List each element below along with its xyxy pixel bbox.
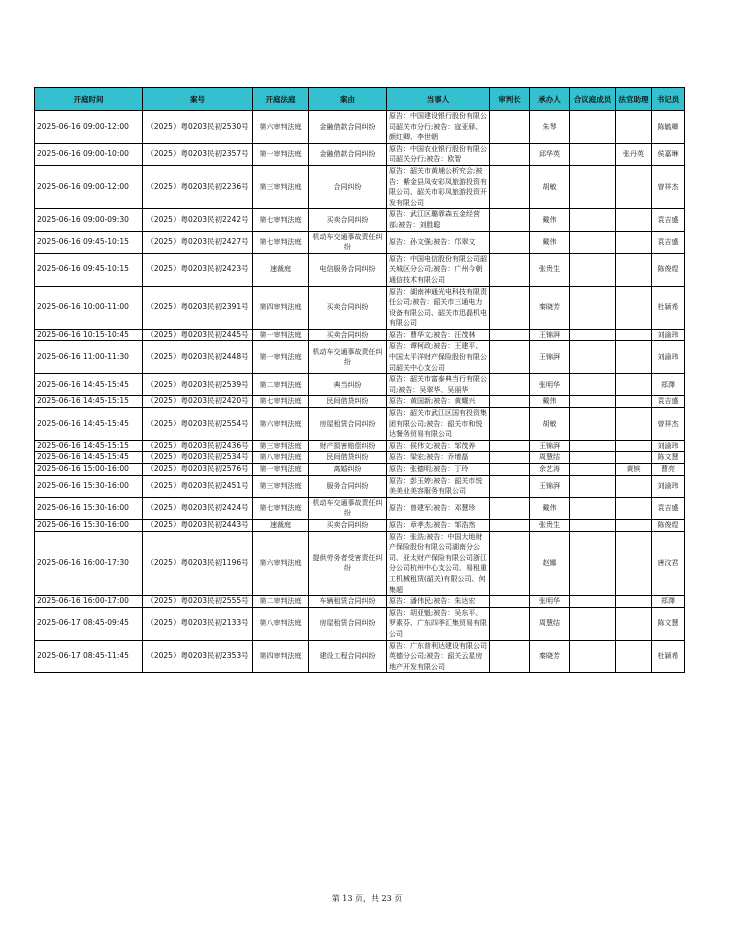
clerk-cell: 陈俊煜: [652, 519, 685, 531]
clerk-cell: 刘渝玮: [652, 329, 685, 341]
handler-cell: 王锦湃: [530, 440, 570, 452]
table-row: [35, 519, 685, 531]
case-number-cell: （2025）粤0203民初2443号: [143, 519, 253, 531]
parties-cell: 原告：梁宏;被告：乔增磊: [387, 452, 490, 464]
hearing-time-cell: 2025-06-16 14:45-15:15: [35, 440, 143, 452]
cause-cell: 民间借贷纠纷: [309, 452, 387, 464]
clerk-cell: 曹亮: [652, 464, 685, 476]
presiding-judge-cell: [490, 464, 530, 476]
presiding-judge-cell: [490, 519, 530, 531]
cause-cell: 合同纠纷: [309, 165, 387, 208]
parties-cell: 原告：孙文强;被告：邝翠文: [387, 231, 490, 253]
cause-cell: 提供劳务者受害责任纠纷: [309, 531, 387, 596]
clerk-cell: 陈俊煜: [652, 253, 685, 286]
table-row: [35, 209, 685, 231]
parties-cell: 原告：曾建军;被告：邓慧珍: [387, 497, 490, 519]
hearing-time-cell: 2025-06-16 09:00-10:00: [35, 143, 143, 165]
hearing-time-cell: 2025-06-16 16:00-17:00: [35, 596, 143, 608]
table-row: [35, 497, 685, 519]
handler-cell: 戴伟: [530, 231, 570, 253]
presiding-judge-cell: [490, 497, 530, 519]
panel-members-cell: [570, 408, 616, 441]
presiding-judge-cell: [490, 231, 530, 253]
case-number-cell: （2025）粤0203民初2554号: [143, 408, 253, 441]
cause-cell: 民间借贷纠纷: [309, 396, 387, 408]
parties-cell: 原告：谭柯政;被告：王建平、中国太平洋财产保险股份有限公司韶关中心支公司: [387, 341, 490, 374]
hearing-time-cell: 2025-06-16 11:00-11:30: [35, 341, 143, 374]
parties-cell: 原告：胡亚魁;被告：吴东平、罗素芬、广东四季汇集贸易有限公司: [387, 607, 490, 640]
clerk-cell: 曾祥杰: [652, 408, 685, 441]
header-courtroom: 开庭法庭: [253, 88, 309, 111]
parties-cell: 原告：湖南神通光电科技有限责任公司;被告：韶关市三通电力设备有限公司、韶关市迅磊机电有限公司: [387, 286, 490, 329]
panel-members-cell: [570, 475, 616, 497]
case-number-cell: （2025）粤0203民初2242号: [143, 209, 253, 231]
presiding-judge-cell: [490, 341, 530, 374]
presiding-judge-cell: [490, 475, 530, 497]
parties-cell: 原告：曹华文;被告：汪茂林: [387, 329, 490, 341]
courtroom-cell: 第三审判法庭: [253, 475, 309, 497]
courtroom-cell: 速裁庭: [253, 253, 309, 286]
table-row: [35, 452, 685, 464]
parties-cell: 原告：侯伟文;被告：邹茂养: [387, 440, 490, 452]
table-body: [35, 111, 685, 673]
cause-cell: 买卖合同纠纷: [309, 209, 387, 231]
courtroom-cell: 第一审判法庭: [253, 341, 309, 374]
clerk-cell: 袁吉盛: [652, 209, 685, 231]
header-parties: 当事人: [387, 88, 490, 111]
courtroom-cell: 第一审判法庭: [253, 143, 309, 165]
case-number-cell: （2025）粤0203民初2357号: [143, 143, 253, 165]
courtroom-cell: 第六审判法庭: [253, 111, 309, 144]
handler-cell: 张贵生: [530, 519, 570, 531]
handler-cell: 戴伟: [530, 497, 570, 519]
clerk-cell: 唐汶君: [652, 531, 685, 596]
judge-assistant-cell: [616, 396, 652, 408]
clerk-cell: 袁吉盛: [652, 396, 685, 408]
hearing-time-cell: 2025-06-16 09:00-12:00: [35, 111, 143, 144]
case-number-cell: （2025）粤0203民初2424号: [143, 497, 253, 519]
presiding-judge-cell: [490, 111, 530, 144]
table-row: [35, 165, 685, 208]
clerk-cell: 袁吉盛: [652, 231, 685, 253]
cause-cell: 电信服务合同纠纷: [309, 253, 387, 286]
panel-members-cell: [570, 396, 616, 408]
panel-members-cell: [570, 286, 616, 329]
courtroom-cell: 第七审判法庭: [253, 209, 309, 231]
hearing-time-cell: 2025-06-16 14:45-15:15: [35, 396, 143, 408]
parties-cell: 原告：韶关市武江区国有投资集团有限公司;被告：韶关市和悦达餐务贸易有限公司: [387, 408, 490, 441]
table-row: [35, 253, 685, 286]
hearing-time-cell: 2025-06-16 09:45-10:15: [35, 231, 143, 253]
clerk-cell: 刘渝玮: [652, 341, 685, 374]
hearing-time-cell: 2025-06-16 16:00-17:30: [35, 531, 143, 596]
hearing-time-cell: 2025-06-16 10:00-11:00: [35, 286, 143, 329]
case-number-cell: （2025）粤0203民初2436号: [143, 440, 253, 452]
panel-members-cell: [570, 440, 616, 452]
case-number-cell: （2025）粤0203民初2133号: [143, 607, 253, 640]
judge-assistant-cell: [616, 111, 652, 144]
parties-cell: 原告：张浩;被告：中国大地财产保险股份有限公司湖南分公司、亚太财产保险有限公司浙江分公司杭州中心支公司、易租重工机械租赁(韶关)有限公司、何集超: [387, 531, 490, 596]
judge-assistant-cell: [616, 408, 652, 441]
panel-members-cell: [570, 452, 616, 464]
presiding-judge-cell: [490, 440, 530, 452]
cause-cell: 建设工程合同纠纷: [309, 640, 387, 673]
presiding-judge-cell: [490, 607, 530, 640]
hearing-time-cell: 2025-06-16 09:45-10:15: [35, 253, 143, 286]
presiding-judge-cell: [490, 209, 530, 231]
handler-cell: 秦晓芳: [530, 286, 570, 329]
parties-cell: 原告：韶关市黄埔公析究会;被告：紫金县凤安彩凤旅游投资有限公司、韶关市彩凤旅游投资开发有限公司: [387, 165, 490, 208]
hearing-time-cell: 2025-06-17 08:45-09:45: [35, 607, 143, 640]
clerk-cell: 侯嘉琳: [652, 143, 685, 165]
table-row: [35, 111, 685, 144]
judge-assistant-cell: [616, 531, 652, 596]
case-number-cell: （2025）粤0203民初2236号: [143, 165, 253, 208]
judge-assistant-cell: [616, 231, 652, 253]
case-number-cell: （2025）粤0203民初2423号: [143, 253, 253, 286]
panel-members-cell: [570, 531, 616, 596]
judge-assistant-cell: [616, 596, 652, 608]
hearing-time-cell: 2025-06-16 15:00-16:00: [35, 464, 143, 476]
courtroom-cell: 第二审判法庭: [253, 596, 309, 608]
clerk-cell: 曾祥杰: [652, 165, 685, 208]
handler-cell: 张贵生: [530, 253, 570, 286]
handler-cell: 戴伟: [530, 396, 570, 408]
table-row: [35, 531, 685, 596]
panel-members-cell: [570, 231, 616, 253]
table-row: [35, 440, 685, 452]
courtroom-cell: 第七审判法庭: [253, 231, 309, 253]
table-row: [35, 231, 685, 253]
hearing-time-cell: 2025-06-17 08:45-11:45: [35, 640, 143, 673]
judge-assistant-cell: [616, 640, 652, 673]
table-row: [35, 408, 685, 441]
case-number-cell: （2025）粤0203民初2530号: [143, 111, 253, 144]
courtroom-cell: 第六审判法庭: [253, 408, 309, 441]
table-row: [35, 143, 685, 165]
cause-cell: 离婚纠纷: [309, 464, 387, 476]
cause-cell: 买卖合同纠纷: [309, 329, 387, 341]
clerk-cell: 袁吉盛: [652, 497, 685, 519]
handler-cell: 余艺涛: [530, 464, 570, 476]
case-number-cell: （2025）粤0203民初2451号: [143, 475, 253, 497]
clerk-cell: 陈文慧: [652, 607, 685, 640]
table-row: [35, 464, 685, 476]
judge-assistant-cell: [616, 475, 652, 497]
clerk-cell: 刘渝玮: [652, 475, 685, 497]
panel-members-cell: [570, 111, 616, 144]
handler-cell: 张明华: [530, 596, 570, 608]
judge-assistant-cell: [616, 452, 652, 464]
hearing-schedule-sheet: [34, 87, 684, 673]
header-hearing-time: 开庭时间: [35, 88, 143, 111]
judge-assistant-cell: [616, 209, 652, 231]
courtroom-cell: 第八审判法庭: [253, 452, 309, 464]
judge-assistant-cell: [616, 286, 652, 329]
case-number-cell: （2025）粤0203民初2420号: [143, 396, 253, 408]
parties-cell: 原告：潘伟民;被告：朱达宏: [387, 596, 490, 608]
courtroom-cell: 速裁庭: [253, 519, 309, 531]
courtroom-cell: 第六审判法庭: [253, 531, 309, 596]
judge-assistant-cell: [616, 607, 652, 640]
presiding-judge-cell: [490, 329, 530, 341]
courtroom-cell: 第八审判法庭: [253, 607, 309, 640]
case-number-cell: （2025）粤0203民初2448号: [143, 341, 253, 374]
hearing-time-cell: 2025-06-16 09:00-09:30: [35, 209, 143, 231]
presiding-judge-cell: [490, 286, 530, 329]
courtroom-cell: 第四审判法庭: [253, 640, 309, 673]
presiding-judge-cell: [490, 408, 530, 441]
presiding-judge-cell: [490, 253, 530, 286]
courtroom-cell: 第一审判法庭: [253, 329, 309, 341]
header-presiding-judge: 审判长: [490, 88, 530, 111]
judge-assistant-cell: [616, 374, 652, 396]
cause-cell: 机动车交通事故责任纠纷: [309, 497, 387, 519]
handler-cell: 王锦湃: [530, 475, 570, 497]
handler-cell: 戴伟: [530, 209, 570, 231]
presiding-judge-cell: [490, 143, 530, 165]
parties-cell: 原告：彭玉婷;被告：韶关市悦美美业美容服务有限公司: [387, 475, 490, 497]
table-row: [35, 607, 685, 640]
clerk-cell: 郑澤: [652, 374, 685, 396]
cause-cell: 车辆租赁合同纠纷: [309, 596, 387, 608]
clerk-cell: 杜颖希: [652, 640, 685, 673]
table-row: [35, 341, 685, 374]
case-number-cell: （2025）粤0203民初2576号: [143, 464, 253, 476]
cause-cell: 金融借款合同纠纷: [309, 111, 387, 144]
parties-cell: 原告：黄国新;被告：黄耀兴: [387, 396, 490, 408]
handler-cell: 周慧结: [530, 452, 570, 464]
parties-cell: 原告：中国电信股份有限公司韶关城区分公司;被告：广州今朝通信技术有限公司: [387, 253, 490, 286]
panel-members-cell: [570, 374, 616, 396]
cause-cell: 买卖合同纠纷: [309, 286, 387, 329]
parties-cell: 原告：中国建设银行股份有限公司韶关市分行;被告：寇亚驿、颜红卿、李世朝: [387, 111, 490, 144]
judge-assistant-cell: [616, 440, 652, 452]
case-number-cell: （2025）粤0203民初2391号: [143, 286, 253, 329]
table-row: [35, 640, 685, 673]
panel-members-cell: [570, 607, 616, 640]
judge-assistant-cell: [616, 519, 652, 531]
cause-cell: 服务合同纠纷: [309, 475, 387, 497]
judge-assistant-cell: [616, 341, 652, 374]
courtroom-cell: 第四审判法庭: [253, 286, 309, 329]
courtroom-cell: 第三审判法庭: [253, 165, 309, 208]
presiding-judge-cell: [490, 165, 530, 208]
cause-cell: 金融借款合同纠纷: [309, 143, 387, 165]
handler-cell: 邱华英: [530, 143, 570, 165]
case-number-cell: （2025）粤0203民初2539号: [143, 374, 253, 396]
judge-assistant-cell: [616, 329, 652, 341]
handler-cell: 王锦湃: [530, 341, 570, 374]
clerk-cell: 刘渝玮: [652, 440, 685, 452]
cause-cell: 财产损害赔偿纠纷: [309, 440, 387, 452]
table-row: [35, 396, 685, 408]
handler-cell: 王锦湃: [530, 329, 570, 341]
hearing-time-cell: 2025-06-16 15:30-16:00: [35, 497, 143, 519]
panel-members-cell: [570, 209, 616, 231]
cause-cell: 机动车交通事故责任纠纷: [309, 341, 387, 374]
hearing-time-cell: 2025-06-16 14:45-15:45: [35, 374, 143, 396]
header-cause: 案由: [309, 88, 387, 111]
panel-members-cell: [570, 165, 616, 208]
judge-assistant-cell: 张丹英: [616, 143, 652, 165]
courtroom-cell: 第二审判法庭: [253, 374, 309, 396]
courtroom-cell: 第一审判法庭: [253, 464, 309, 476]
hearing-time-cell: 2025-06-16 14:45-15:45: [35, 452, 143, 464]
parties-cell: 原告：章孝杰;被告：邹浩然: [387, 519, 490, 531]
presiding-judge-cell: [490, 452, 530, 464]
cause-cell: 典当纠纷: [309, 374, 387, 396]
panel-members-cell: [570, 640, 616, 673]
case-number-cell: （2025）粤0203民初2427号: [143, 231, 253, 253]
panel-members-cell: [570, 497, 616, 519]
table-row: [35, 374, 685, 396]
parties-cell: 原告：武江区璐霏森五金经营部;被告：刘胜聪: [387, 209, 490, 231]
handler-cell: 秦晓芳: [530, 640, 570, 673]
presiding-judge-cell: [490, 531, 530, 596]
handler-cell: 赵娜: [530, 531, 570, 596]
table-header-row: [35, 88, 685, 111]
cause-cell: 机动车交通事故责任纠纷: [309, 231, 387, 253]
courtroom-cell: 第七审判法庭: [253, 396, 309, 408]
hearing-time-cell: 2025-06-16 09:00-12:00: [35, 165, 143, 208]
panel-members-cell: [570, 596, 616, 608]
parties-cell: 原告：张德明;被告：丁玲: [387, 464, 490, 476]
hearing-time-cell: 2025-06-16 14:45-15:45: [35, 408, 143, 441]
clerk-cell: 郑澤: [652, 596, 685, 608]
handler-cell: 胡敏: [530, 165, 570, 208]
judge-assistant-cell: 黄镔: [616, 464, 652, 476]
case-number-cell: （2025）粤0203民初2555号: [143, 596, 253, 608]
clerk-cell: 陈文慧: [652, 452, 685, 464]
header-judge-assistant: 法官助理: [616, 88, 652, 111]
presiding-judge-cell: [490, 596, 530, 608]
parties-cell: 原告：韶关市富泰典当行有限公司;被告：吴翠华、吴丽华: [387, 374, 490, 396]
hearing-schedule-table: [34, 87, 685, 673]
hearing-time-cell: 2025-06-16 15:30-16:00: [35, 475, 143, 497]
case-number-cell: （2025）粤0203民初1196号: [143, 531, 253, 596]
presiding-judge-cell: [490, 640, 530, 673]
cause-cell: 买卖合同纠纷: [309, 519, 387, 531]
cause-cell: 房屋租赁合同纠纷: [309, 408, 387, 441]
panel-members-cell: [570, 329, 616, 341]
panel-members-cell: [570, 464, 616, 476]
table-row: [35, 286, 685, 329]
handler-cell: 胡敏: [530, 408, 570, 441]
handler-cell: 张明华: [530, 374, 570, 396]
presiding-judge-cell: [490, 374, 530, 396]
page-footer: 第 13 页，共 23 页: [331, 894, 403, 903]
handler-cell: 周慧结: [530, 607, 570, 640]
header-clerk: 书记员: [652, 88, 685, 111]
courtroom-cell: 第七审判法庭: [253, 497, 309, 519]
case-number-cell: （2025）粤0203民初2445号: [143, 329, 253, 341]
table-row: [35, 329, 685, 341]
handler-cell: 朱琴: [530, 111, 570, 144]
presiding-judge-cell: [490, 396, 530, 408]
panel-members-cell: [570, 519, 616, 531]
header-handler: 承办人: [530, 88, 570, 111]
panel-members-cell: [570, 143, 616, 165]
cause-cell: 房屋租赁合同纠纷: [309, 607, 387, 640]
panel-members-cell: [570, 341, 616, 374]
parties-cell: 原告：中国农业银行股份有限公司韶关分行;被告：欧智: [387, 143, 490, 165]
panel-members-cell: [570, 253, 616, 286]
judge-assistant-cell: [616, 253, 652, 286]
header-panel-members: 合议庭成员: [570, 88, 616, 111]
clerk-cell: 陈毓卿: [652, 111, 685, 144]
clerk-cell: 杜颖希: [652, 286, 685, 329]
case-number-cell: （2025）粤0203民初2534号: [143, 452, 253, 464]
courtroom-cell: 第三审判法庭: [253, 440, 309, 452]
hearing-time-cell: 2025-06-16 10:15-10:45: [35, 329, 143, 341]
table-row: [35, 475, 685, 497]
parties-cell: 原告：广东普利达建设有限公司英德分公司;被告：韶关云星房地产开发有限公司: [387, 640, 490, 673]
table-row: [35, 596, 685, 608]
judge-assistant-cell: [616, 497, 652, 519]
hearing-time-cell: 2025-06-16 15:30-16:00: [35, 519, 143, 531]
case-number-cell: （2025）粤0203民初2353号: [143, 640, 253, 673]
judge-assistant-cell: [616, 165, 652, 208]
header-case-number: 案号: [143, 88, 253, 111]
